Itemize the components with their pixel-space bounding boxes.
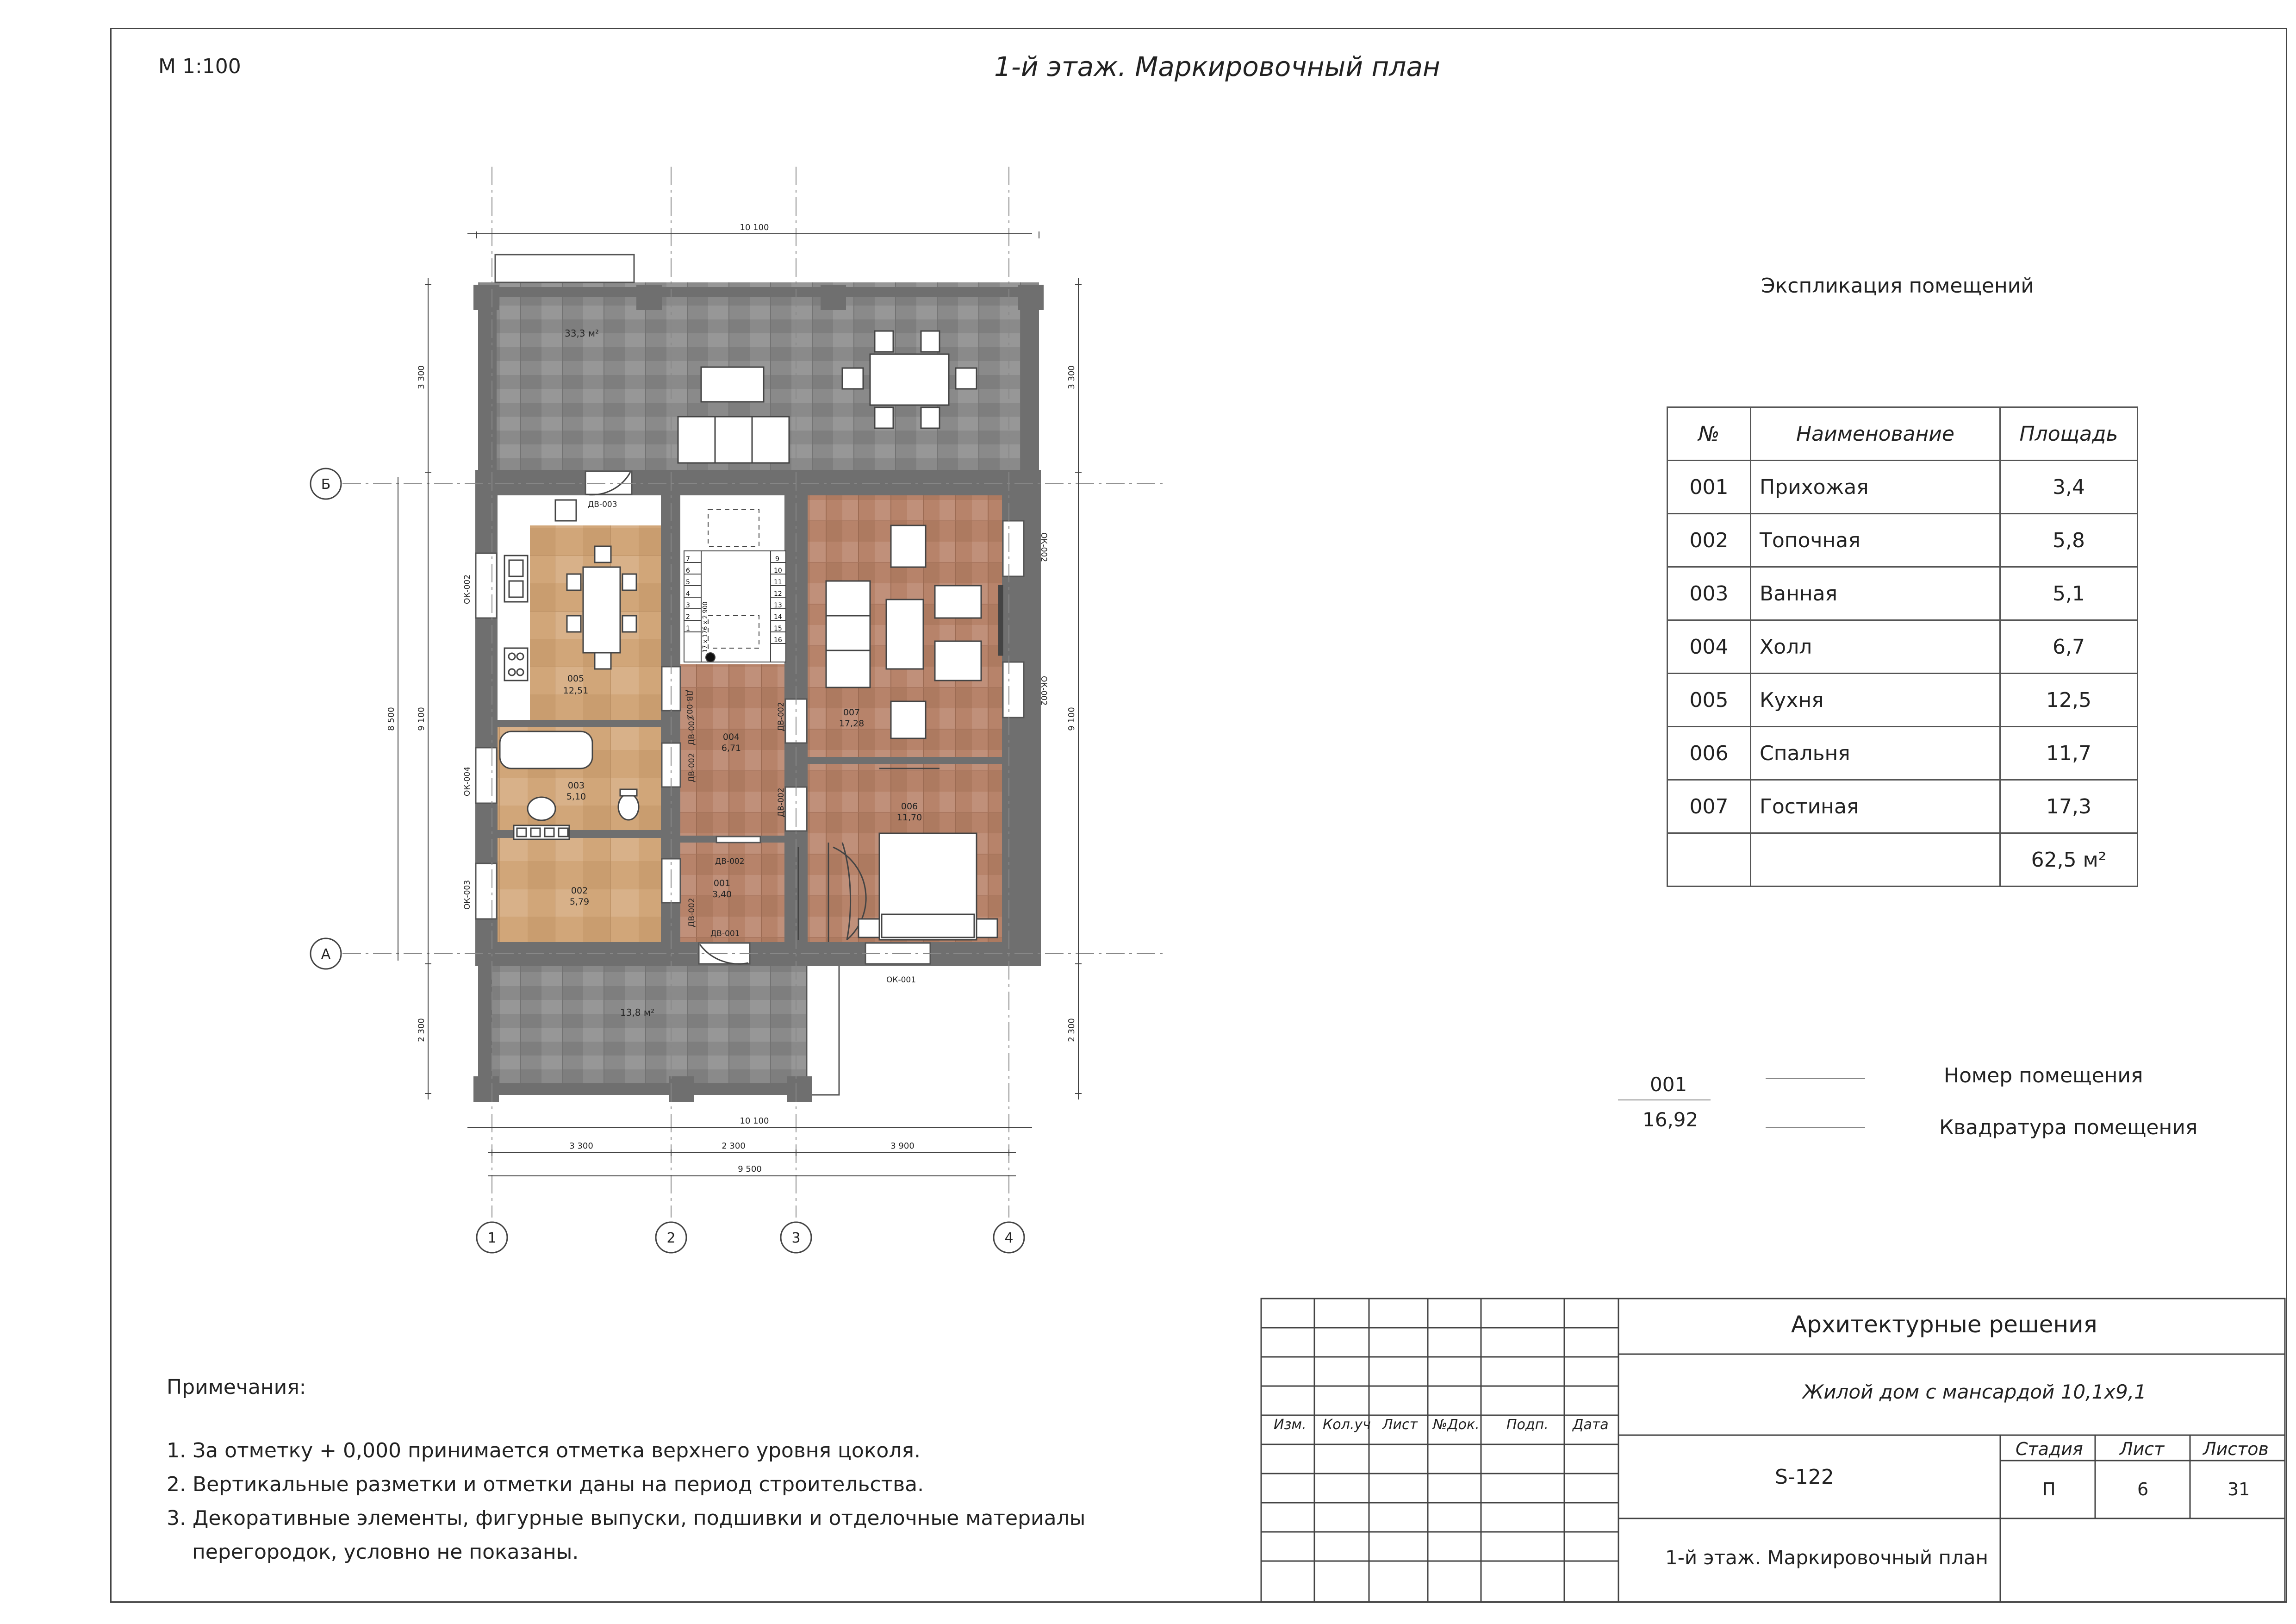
stair-step-14: 14 — [774, 613, 782, 621]
room-004-area: 6,71 — [721, 743, 741, 753]
room-005-topstrip — [498, 495, 661, 525]
scale-label: М 1:100 — [158, 55, 241, 78]
row-area: 17,3 — [2000, 780, 2138, 833]
room-003-area: 5,10 — [566, 792, 586, 802]
legend-sample-area: 16,92 — [1643, 1108, 1699, 1131]
col-header-area: Площадь — [2000, 407, 2138, 461]
explication-header-row — [1668, 407, 2138, 461]
dim-bottom-overall: 10 100 — [740, 1116, 769, 1126]
dim-seg2: 2 300 — [722, 1141, 746, 1151]
row-area: 6,7 — [2000, 620, 2138, 674]
mark-ok001: ОК-001 — [886, 975, 916, 985]
note-3: 3. Декоративные элементы, фигурные выпуски, подшивки и отделочные материалы — [167, 1506, 1086, 1530]
explication-table — [1667, 406, 2138, 887]
row-area: 3,4 — [2000, 461, 2138, 514]
stair-step-3: 3 — [686, 602, 690, 609]
stamp-section: Архитектурные решения — [1791, 1311, 2097, 1338]
dim-right-top: 3 300 — [1067, 365, 1076, 389]
table-row — [1668, 461, 2138, 514]
mark-dv002-c: ДВ-002 — [777, 702, 786, 731]
mark-dv002-g: ДВ-002 — [687, 753, 697, 782]
total-empty-name — [1751, 833, 2000, 887]
mark-dv001: ДВ-001 — [710, 929, 740, 938]
dim-right-total: 9 100 — [1067, 707, 1076, 731]
stair-step-11: 11 — [774, 579, 782, 586]
notes-title: Примечания: — [167, 1375, 306, 1399]
stair-step-6: 6 — [686, 567, 690, 575]
stamp-header-ndok: №Док. — [1433, 1417, 1480, 1433]
stair-step-15: 15 — [774, 625, 782, 632]
dim-right-bottom: 2 300 — [1067, 1018, 1076, 1042]
axis-b: Б — [321, 476, 331, 493]
row-num: 004 — [1668, 620, 1751, 674]
stair-step-12: 12 — [774, 590, 782, 598]
stamp-stage-label: Стадия — [2016, 1439, 2083, 1459]
room-005-number: 005 — [567, 674, 585, 684]
dim-left-bottom: 2 300 — [417, 1018, 426, 1042]
table-row — [1668, 674, 2138, 727]
stair-step-2: 2 — [686, 613, 690, 621]
total-area: 62,5 м² — [2000, 833, 2138, 887]
explication-title: Экспликация помещений — [1761, 274, 2034, 298]
stamp-sheet-no: 6 — [2137, 1479, 2149, 1499]
stamp-header-izm: Изм. — [1274, 1417, 1307, 1433]
row-name: Спальня — [1751, 727, 2000, 780]
row-num: 005 — [1668, 674, 1751, 727]
row-num: 006 — [1668, 727, 1751, 780]
stair-step-9: 9 — [775, 556, 779, 563]
row-name: Гостиная — [1751, 780, 2000, 833]
row-num: 002 — [1668, 514, 1751, 567]
stamp-project: Жилой дом с мансардой 10,1х9,1 — [1803, 1380, 2147, 1403]
dim-left-inner: 8 500 — [386, 707, 396, 731]
stair-step-16: 16 — [774, 637, 782, 644]
stamp-header-podp: Подп. — [1506, 1417, 1549, 1433]
stair-step-7: 7 — [686, 556, 690, 563]
stamp-header-data: Дата — [1573, 1417, 1609, 1433]
room-002-number: 002 — [571, 886, 588, 896]
legend-sample-num: 001 — [1650, 1073, 1687, 1096]
row-area: 12,5 — [2000, 674, 2138, 727]
mark-dv003: ДВ-003 — [588, 500, 617, 509]
mark-ok002-left: ОК-002 — [463, 574, 472, 604]
note-2: 2. Вертикальные разметки и отметки даны на период строительства. — [167, 1473, 924, 1496]
stamp-header-list: Лист — [1382, 1417, 1418, 1433]
terrace-bottom — [473, 963, 839, 1102]
room-006-area: 11,70 — [896, 812, 922, 823]
room-007-area: 17,28 — [839, 718, 865, 729]
mark-ok003: ОК-003 — [463, 880, 472, 910]
stair-step-5: 5 — [686, 579, 690, 586]
notes — [167, 1370, 1085, 1569]
row-num: 003 — [1668, 567, 1751, 620]
axis-a: А — [321, 946, 331, 962]
stamp-sheet-label: Лист — [2120, 1439, 2165, 1459]
stamp-stage: П — [2042, 1479, 2056, 1499]
axis-3: 3 — [791, 1230, 801, 1246]
table-row — [1668, 620, 2138, 674]
col-header-name: Наименование — [1751, 407, 2000, 461]
stamp-sheet-title: 1-й этаж. Маркировочный план — [1665, 1546, 1989, 1569]
stair-step-4: 4 — [686, 590, 690, 598]
explication-total-row — [1668, 833, 2138, 887]
terrace-bottom-area: 13,8 м² — [620, 1007, 654, 1018]
row-num: 001 — [1668, 461, 1751, 514]
room-007-number: 007 — [843, 707, 860, 718]
stair-step-10: 10 — [774, 567, 782, 575]
row-name: Топочная — [1751, 514, 2000, 567]
sheet-title: 1-й этаж. Маркировочный план — [994, 51, 1440, 82]
stamp-sheets-label: Листов — [2203, 1439, 2269, 1459]
row-area: 5,1 — [2000, 567, 2138, 620]
room-001-area: 3,40 — [712, 889, 732, 899]
stamp-sheets-total: 31 — [2228, 1479, 2250, 1499]
table-row — [1668, 727, 2138, 780]
dim-inner-total: 9 500 — [738, 1164, 762, 1174]
room-002-area: 5,79 — [569, 897, 590, 907]
row-name: Кухня — [1751, 674, 2000, 727]
row-num: 007 — [1668, 780, 1751, 833]
row-name: Прихожая — [1751, 461, 2000, 514]
stamp-code: S-122 — [1775, 1465, 1834, 1489]
room-005-area: 12,51 — [563, 686, 589, 696]
total-empty-num — [1668, 833, 1751, 887]
stamp-header-koluch: Кол.уч — [1323, 1417, 1371, 1433]
stair-flight-label: 17 х 176 х 2 900 — [702, 601, 709, 653]
dim-seg1: 3 300 — [569, 1141, 593, 1151]
row-name: Ванная — [1751, 567, 2000, 620]
row-area: 11,7 — [2000, 727, 2138, 780]
room-006-number: 006 — [901, 801, 918, 812]
mark-ok004: ОК-004 — [463, 766, 472, 796]
axis-1: 1 — [487, 1230, 497, 1246]
table-row — [1668, 780, 2138, 833]
mark-dv002-f: ДВ-002 — [687, 898, 697, 927]
row-area: 5,8 — [2000, 514, 2138, 567]
dim-seg3: 3 900 — [890, 1141, 915, 1151]
table-row — [1668, 514, 2138, 567]
dim-left-top: 3 300 — [417, 365, 426, 389]
note-3-continued: перегородок, условно не показаны. — [192, 1540, 579, 1564]
room-004-number: 004 — [722, 732, 740, 742]
mark-dv002-a: ДВ-002 — [684, 690, 694, 719]
mark-dv002-b: ДВ-002 — [687, 716, 697, 745]
table-row — [1668, 567, 2138, 620]
legend-area-label: Квадратура помещения — [1939, 1116, 2198, 1139]
row-name: Холл — [1751, 620, 2000, 674]
axis-2: 2 — [666, 1230, 676, 1246]
dim-top-overall: 10 100 — [740, 223, 769, 232]
room-003-number: 003 — [567, 781, 585, 791]
axis-4: 4 — [1004, 1230, 1014, 1246]
room-005-counter — [498, 495, 530, 720]
dim-left-total: 9 100 — [417, 707, 426, 731]
stair-step-13: 13 — [774, 602, 782, 609]
mark-dv002-d: ДВ-002 — [777, 787, 786, 817]
mark-ok002-right-b: ОК-002 — [1039, 676, 1048, 706]
terrace-top-area: 33,3 м² — [565, 328, 599, 339]
room-001-number: 001 — [713, 878, 731, 888]
mark-ok002-right-a: ОК-002 — [1039, 532, 1048, 562]
mark-dv002-e: ДВ-002 — [715, 857, 745, 866]
stair-step-1: 1 — [686, 625, 690, 632]
col-header-num: № — [1668, 407, 1751, 461]
note-1: 1. За отметку + 0,000 принимается отметка верхнего уровня цоколя. — [167, 1439, 921, 1462]
legend-num-label: Номер помещения — [1944, 1064, 2143, 1087]
